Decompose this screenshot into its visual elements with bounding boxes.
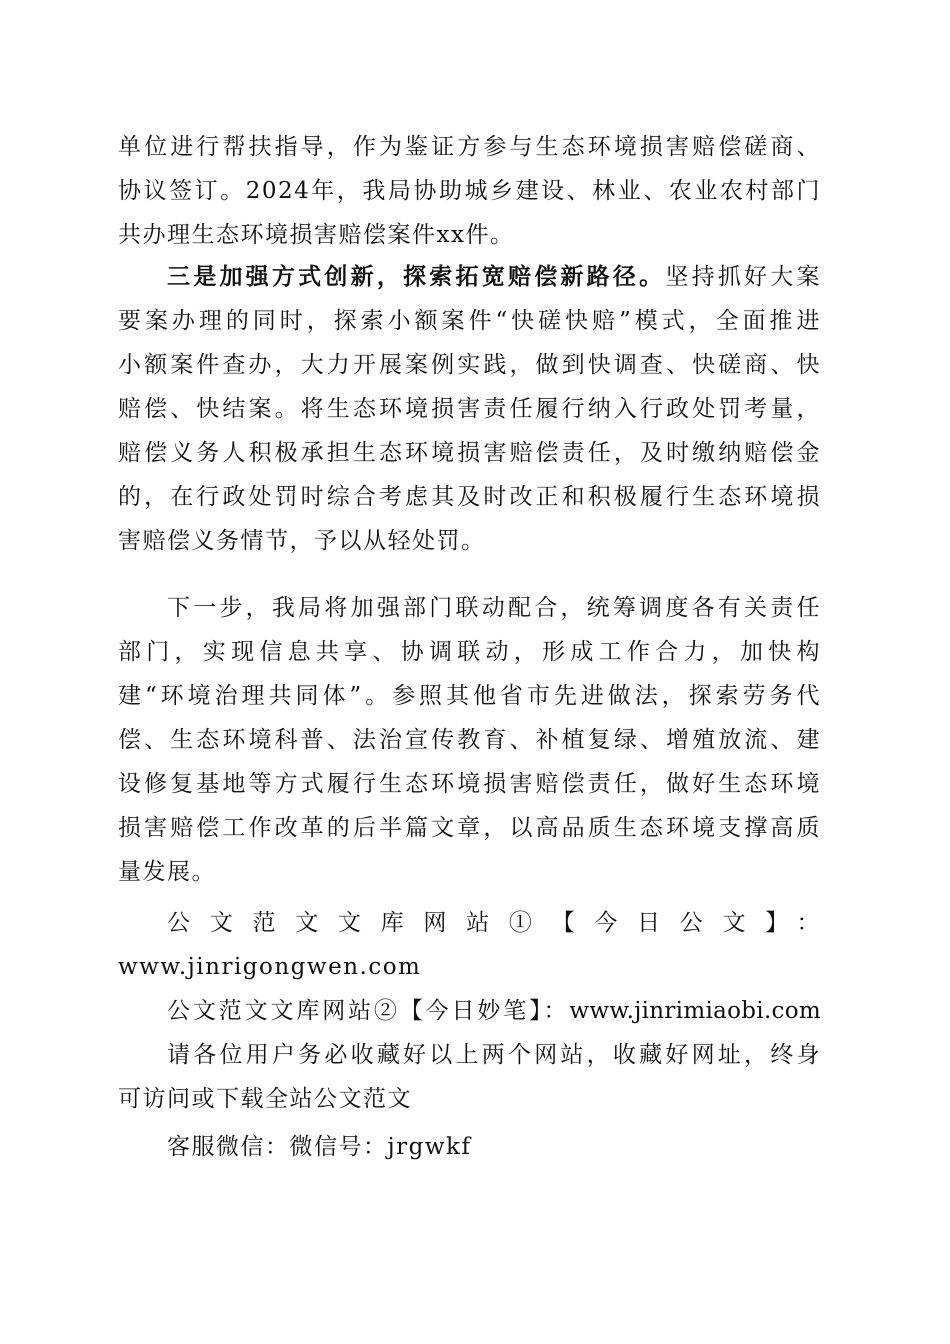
text-line: 建“环境治理共同体”。参照其他省市先进做法，探索劳务代 xyxy=(118,683,821,709)
text-line: 小额案件查办，大力开展案例实践，做到快调查、快磋商、快 xyxy=(118,352,821,378)
paragraph-innovation xyxy=(118,255,821,563)
text-line xyxy=(118,255,821,299)
text-line: 量发展。 xyxy=(118,859,216,885)
text-line: 赔偿、快结案。将生态环境损害责任履行纳入行政处罚考量， xyxy=(118,396,821,422)
heading-line-rest: 坚持抓好大案 xyxy=(665,264,821,290)
customer-service: 客服微信：微信号：jrgwkf xyxy=(167,1134,472,1160)
paragraph-heading: 三是加强方式创新，探索拓宽赔偿新路径。 xyxy=(167,263,666,290)
site2-line[interactable]: 公文范文文库网站②【今日妙笔】：www.jinrimiaobi.com xyxy=(167,998,821,1024)
site1-url[interactable]: www.jinrigongwen.com xyxy=(118,954,422,980)
paragraph-continuation xyxy=(118,125,821,257)
text-line: 损害赔偿工作改革的后半篇文章，以高品质生态环境支撑高质 xyxy=(118,815,821,841)
text-line: 赔偿义务人积极承担生态环境损害赔偿责任，及时缴纳赔偿金 xyxy=(118,440,821,466)
text-line: 单位进行帮扶指导，作为鉴证方参与生态环境损害赔偿磋商、 xyxy=(118,134,821,160)
paragraph-next-step xyxy=(118,586,821,894)
text-line: 共办理生态环境损害赔偿案件xx件。 xyxy=(118,222,515,248)
reminder-line: 可访问或下载全站公文范文 xyxy=(118,1086,412,1112)
reminder-line: 请各位用户务必收藏好以上两个网站，收藏好网址，终身 xyxy=(167,1042,821,1068)
text-line: 的，在行政处罚时综合考虑其及时改正和积极履行生态环境损 xyxy=(118,484,821,510)
text-line: 偿、生态环境科普、法治宣传教育、补植复绿、增殖放流、建 xyxy=(118,727,821,753)
footer-notice xyxy=(118,901,821,1169)
text-line: 要案办理的同时，探索小额案件“快磋快赔”模式，全面推进 xyxy=(118,308,821,334)
text-line: 害赔偿义务情节，予以从轻处罚。 xyxy=(118,528,486,554)
text-line: 协议签订。2024年，我局协助城乡建设、林业、农业农村部门 xyxy=(118,178,821,204)
text-line: 设修复基地等方式履行生态环境损害赔偿责任，做好生态环境 xyxy=(118,771,821,797)
text-line: 部门，实现信息共享、协调联动，形成工作合力，加快构 xyxy=(118,639,821,665)
site1-label: 公文范文文库网站①【今日公文】： xyxy=(167,910,821,936)
text-line: 下一步，我局将加强部门联动配合，统筹调度各有关责任 xyxy=(167,595,821,621)
